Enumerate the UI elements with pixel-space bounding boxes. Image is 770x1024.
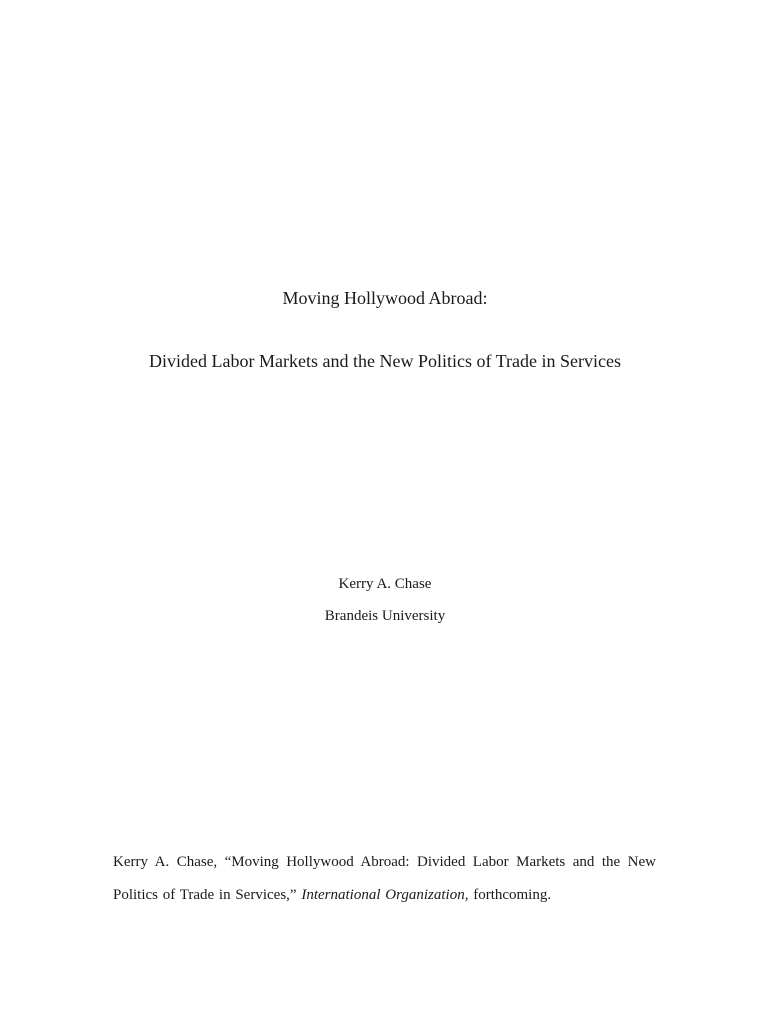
citation-note [113,846,656,912]
citation-journal: International Organization, [301,887,469,903]
citation-title-part: Politics of Trade in Services,” [113,887,302,903]
author-affiliation: Brandeis University [324,608,446,624]
citation-line-1: Kerry A. Chase, “Moving Hollywood Abroad: Divided Labor Markets and the New [113,854,656,870]
paper-subtitle: Divided Labor Markets and the New Politics of Trade in Services [149,351,621,371]
paper-title: Moving Hollywood Abroad: [282,288,488,308]
author-name: Kerry A. Chase [338,576,432,592]
citation-line-2 [113,879,656,912]
author-block [0,568,770,632]
citation-status: forthcoming. [468,887,552,903]
